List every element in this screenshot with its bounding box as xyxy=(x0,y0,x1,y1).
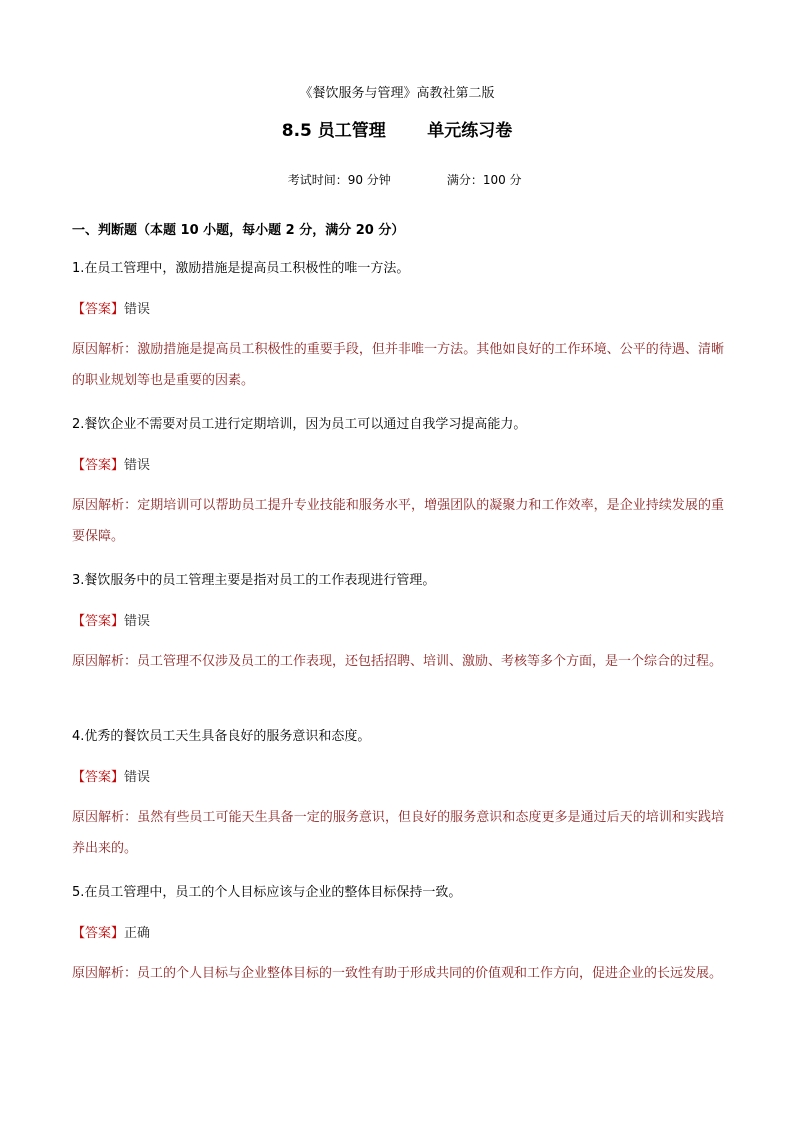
explanation-text: 原因解析：定期培训可以帮助员工提升专业技能和服务水平，增强团队的凝聚力和工作效率，是企业持续发展的重要保障。 xyxy=(72,498,724,544)
answer-value: 正确 xyxy=(124,926,151,941)
answer-label: 【答案】 xyxy=(72,614,125,629)
page-title: 8.5 员工管理 单元练习卷 xyxy=(281,121,513,141)
explanation-text: 原因解析：激励措施是提高员工积极性的重要手段，但并非唯一方法。其他如良好的工作环境、公平的待遇、清晰的职业规划等也是重要的因素。 xyxy=(72,342,724,388)
question-text: 3.餐饮服务中的员工管理主要是指对员工的工作表现进行管理。 xyxy=(72,573,436,588)
answer-line xyxy=(72,924,724,944)
answer-line xyxy=(72,612,724,632)
answer-value: 错误 xyxy=(124,458,151,473)
answer-label: 【答案】 xyxy=(72,926,125,941)
answer-label: 【答案】 xyxy=(72,302,125,317)
question-block-2 xyxy=(72,415,724,552)
answer-line xyxy=(72,300,724,320)
question-text: 2.餐饮企业不需要对员工进行定期培训，因为员工可以通过自我学习提高能力。 xyxy=(72,417,527,432)
explanation-text: 原因解析：员工的个人目标与企业整体目标的一致性有助于形成共同的价值观和工作方向，促进企业的长远发展。 xyxy=(72,966,723,981)
explanation-text: 原因解析：员工管理不仅涉及员工的工作表现，还包括招聘、培训、激励、考核等多个方面，是一个综合的过程。 xyxy=(72,654,723,669)
question-text: 4.优秀的餐饮员工天生具备良好的服务意识和态度。 xyxy=(72,729,371,744)
answer-line xyxy=(72,456,724,476)
question-text: 1.在员工管理中，激励措施是提高员工积极性的唯一方法。 xyxy=(72,261,410,276)
answer-value: 错误 xyxy=(124,770,151,785)
section-heading: 一、判断题（本题 10 小题，每小题 2 分，满分 20 分） xyxy=(72,223,405,238)
textbook-subtitle: 《餐饮服务与管理》高教社第二版 xyxy=(299,86,495,101)
answer-label: 【答案】 xyxy=(72,770,125,785)
question-text: 5.在员工管理中，员工的个人目标应该与企业的整体目标保持一致。 xyxy=(72,885,462,900)
exam-time: 考试时间：90 分钟 xyxy=(287,173,391,187)
answer-value: 错误 xyxy=(124,614,151,629)
question-block-4 xyxy=(72,727,724,864)
answer-label: 【答案】 xyxy=(72,458,125,473)
question-block-5 xyxy=(72,883,724,989)
answer-value: 错误 xyxy=(124,302,151,317)
answer-line xyxy=(72,768,724,788)
question-block-1 xyxy=(72,259,724,396)
full-score: 满分：100 分 xyxy=(446,173,522,187)
exam-info xyxy=(0,157,794,202)
question-block-3 xyxy=(72,571,724,677)
explanation-text: 原因解析：虽然有些员工可能天生具备一定的服务意识，但良好的服务意识和态度更多是通过后天的培训和实践培养出来的。 xyxy=(72,810,724,856)
